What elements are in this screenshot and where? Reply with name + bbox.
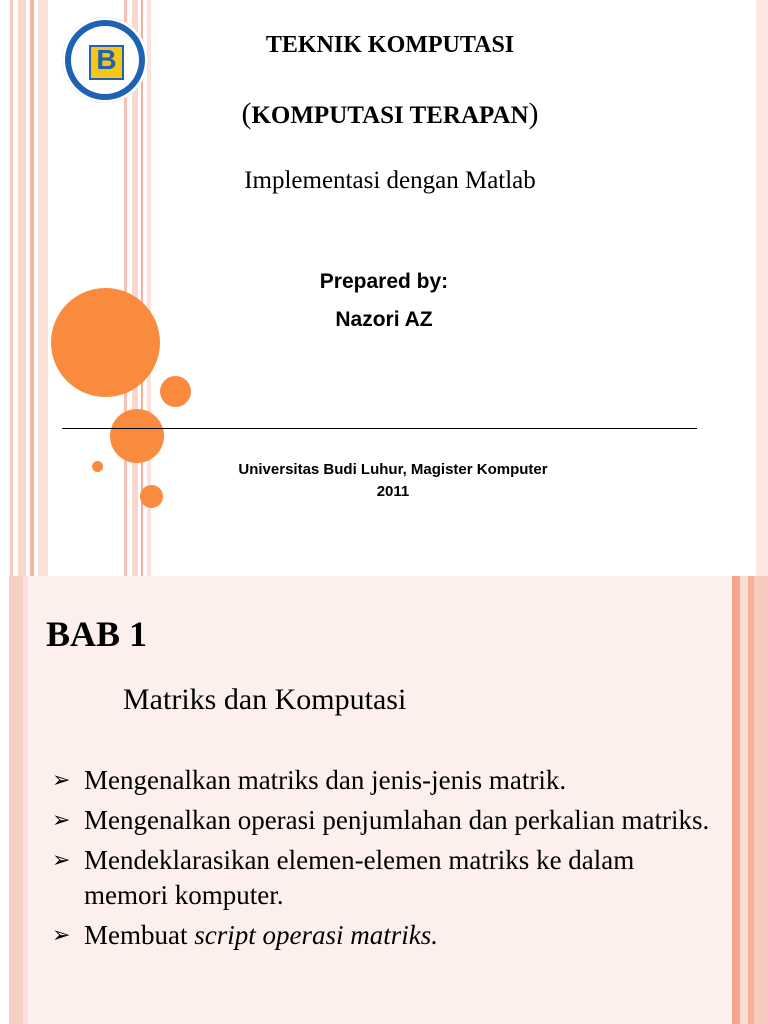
decor-stripe bbox=[0, 576, 9, 1024]
decor-circle-large bbox=[51, 288, 160, 397]
list-item bbox=[52, 763, 712, 798]
list-item bbox=[52, 918, 712, 953]
slide-subtitle bbox=[160, 97, 620, 131]
logo-ring bbox=[71, 26, 139, 94]
arrow-bullet-icon: ➢ bbox=[52, 808, 71, 833]
arrow-bullet-icon: ➢ bbox=[52, 848, 71, 873]
decor-stripe bbox=[756, 0, 768, 576]
chapter-topic: Matriks dan Komputasi bbox=[123, 683, 407, 716]
decor-stripe bbox=[740, 576, 748, 1024]
subtitle-text: KOMPUTASI TERAPAN bbox=[251, 102, 529, 129]
paren-open: ( bbox=[241, 97, 252, 130]
list-item-text: Mengenalkan matriks dan jenis-jenis matrik. bbox=[84, 765, 567, 795]
institution-name: Universitas Budi Luhur, Magister Komputer bbox=[238, 461, 548, 478]
paren-close: ) bbox=[528, 97, 539, 130]
divider-line bbox=[62, 428, 697, 429]
decor-circle-medium bbox=[110, 409, 164, 463]
decor-stripe bbox=[9, 576, 23, 1024]
decor-stripe bbox=[732, 576, 740, 1024]
decor-stripe bbox=[23, 576, 28, 1024]
list-item bbox=[52, 803, 712, 838]
list-item-italic-text: script operasi matriks. bbox=[194, 920, 438, 950]
logo-emblem bbox=[89, 45, 124, 80]
list-item bbox=[52, 843, 712, 913]
slide-title: TEKNIK KOMPUTASI bbox=[265, 32, 515, 58]
decor-stripe bbox=[30, 0, 34, 576]
prepared-by-label: Prepared by: bbox=[319, 270, 449, 293]
arrow-bullet-icon: ➢ bbox=[52, 768, 71, 793]
list-item-text: Mendeklarasikan elemen-elemen matriks ke dalam memori komputer. bbox=[84, 845, 635, 910]
decor-circle-tiny bbox=[92, 461, 103, 472]
university-logo bbox=[62, 17, 148, 103]
logo-letter: B bbox=[96, 44, 117, 75]
implementation-subtitle: Implementasi dengan Matlab bbox=[244, 167, 536, 194]
arrow-bullet-icon: ➢ bbox=[52, 923, 71, 948]
decor-stripe bbox=[38, 0, 48, 576]
decor-stripe bbox=[754, 576, 768, 1024]
author-name: Nazori AZ bbox=[335, 308, 433, 331]
chapter-heading: BAB 1 bbox=[46, 614, 148, 654]
decor-circle-small bbox=[160, 376, 191, 407]
objectives-list bbox=[52, 763, 712, 958]
decor-stripe bbox=[10, 0, 13, 576]
list-item-text: Mengenalkan operasi penjumlahan dan perkalian matriks. bbox=[84, 805, 710, 835]
decor-stripe bbox=[18, 0, 26, 576]
list-item-text: Membuat bbox=[84, 920, 195, 950]
year: 2011 bbox=[376, 483, 410, 500]
